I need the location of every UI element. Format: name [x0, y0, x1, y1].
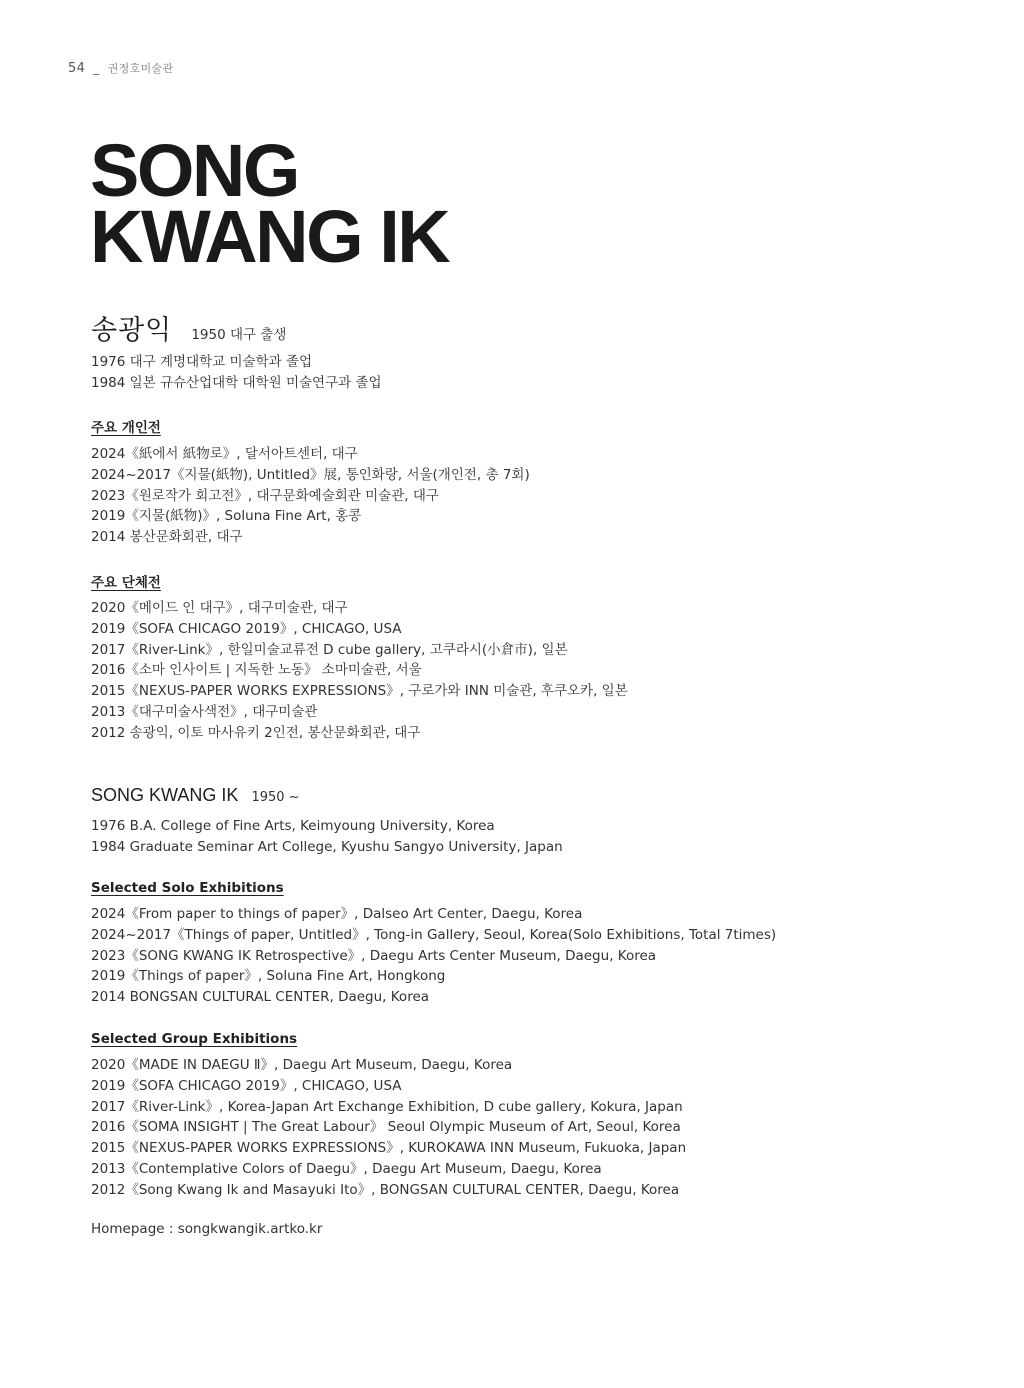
page-header — [68, 60, 173, 76]
list-item: 1984 Graduate Seminar Art College, Kyushu Sangyo University, Japan — [91, 838, 563, 855]
english-birth: 1950 ~ — [251, 790, 300, 805]
artist-title-line1: SONG — [90, 129, 298, 212]
header-separator: _ — [93, 61, 100, 75]
korean-birth: 1950 대구 출생 — [191, 327, 287, 343]
list-item: 2019《SOFA CHICAGO 2019》, CHICAGO, USA — [91, 1077, 402, 1094]
korean-name: 송광익 — [91, 315, 173, 346]
museum-name: 권정호미술관 — [107, 62, 174, 75]
list-item: 1976 대구 계명대학교 미술학과 졸업 — [91, 354, 313, 370]
list-item: 2012《Song Kwang Ik and Masayuki Ito》, BONGSAN CULTURAL CENTER, Daegu, Korea — [91, 1181, 680, 1198]
list-item: 2023《원로작가 회고전》, 대구문화예술회관 미술관, 대구 — [91, 487, 439, 504]
list-item: 2014 봉산문화회관, 대구 — [91, 529, 243, 546]
korean-name-row — [91, 308, 286, 347]
english-name-row — [91, 785, 300, 806]
list-item: 1984 일본 규슈산업대학 대학원 미술연구과 졸업 — [91, 374, 382, 391]
list-item: 2023《SONG KWANG IK Retrospective》, Daegu Arts Center Museum, Daegu, Korea — [91, 947, 657, 964]
english-solo-list — [91, 904, 776, 1008]
english-education-list — [91, 816, 563, 858]
list-item: 2019《Things of paper》, Soluna Fine Art, Hongkong — [91, 968, 446, 985]
list-item: 2016《SOMA INSIGHT | The Great Labour》 Seoul Olympic Museum of Art, Seoul, Korea — [91, 1119, 681, 1136]
list-item: 2024《紙에서 紙物로》, 달서아트센터, 대구 — [91, 446, 358, 462]
list-item: 2019《지물(紙物)》, Soluna Fine Art, 홍콩 — [91, 508, 362, 525]
korean-solo-heading: 주요 개인전 — [91, 420, 161, 436]
list-item: 2017《River-Link》, Korea-Japan Art Exchange Exhibition, D cube gallery, Kokura, Japan — [91, 1098, 683, 1115]
list-item: 2024~2017《Things of paper, Untitled》, Tong-in Gallery, Seoul, Korea(Solo Exhibitions, Total 7times) — [91, 926, 777, 943]
english-solo-heading: Selected Solo Exhibitions — [91, 880, 284, 896]
list-item: 2015《NEXUS-PAPER WORKS EXPRESSIONS》, 구로가와 INN 미술관, 후쿠오카, 일본 — [91, 683, 628, 700]
list-item: 2016《소마 인사이트 | 지독한 노동》 소마미술관, 서울 — [91, 662, 422, 679]
list-item: 2017《River-Link》, 한일미술교류전 D cube gallery, 고쿠라시(小倉市), 일본 — [91, 641, 568, 658]
list-item: 2015《NEXUS-PAPER WORKS EXPRESSIONS》, KUROKAWA INN Museum, Fukuoka, Japan — [91, 1140, 687, 1157]
english-group-heading: Selected Group Exhibitions — [91, 1031, 298, 1047]
artist-title-line2: KWANG IK — [90, 195, 449, 278]
list-item: 2014 BONGSAN CULTURAL CENTER, Daegu, Korea — [91, 989, 430, 1006]
list-item: 2020《MADE IN DAEGU Ⅱ》, Daegu Art Museum, Daegu, Korea — [91, 1057, 513, 1073]
homepage-link[interactable]: Homepage : songkwangik.artko.kr — [91, 1221, 323, 1237]
english-group-list — [91, 1055, 686, 1201]
list-item: 2024《From paper to things of paper》, Dalseo Art Center, Daegu, Korea — [91, 906, 583, 922]
list-item: 2024~2017《지물(紙物), Untitled》展, 통인화랑, 서울(개인전, 총 7회) — [91, 466, 530, 483]
list-item: 2013《Contemplative Colors of Daegu》, Daegu Art Museum, Daegu, Korea — [91, 1160, 602, 1177]
korean-solo-list — [91, 444, 530, 548]
list-item: 2020《메이드 인 대구》, 대구미술관, 대구 — [91, 600, 348, 616]
list-item: 2013《대구미술사색전》, 대구미술관 — [91, 703, 318, 720]
list-item: 2019《SOFA CHICAGO 2019》, CHICAGO, USA — [91, 620, 402, 637]
korean-group-list — [91, 598, 628, 744]
page-number: 54 — [68, 61, 86, 76]
english-name: SONG KWANG IK — [91, 785, 239, 805]
korean-group-heading: 주요 단체전 — [91, 575, 161, 591]
artist-title — [90, 129, 449, 278]
list-item: 1976 B.A. College of Fine Arts, Keimyoung University, Korea — [91, 818, 495, 834]
korean-education-list — [91, 352, 382, 394]
list-item: 2012 송광익, 이토 마사유키 2인전, 봉산문화회관, 대구 — [91, 724, 421, 741]
